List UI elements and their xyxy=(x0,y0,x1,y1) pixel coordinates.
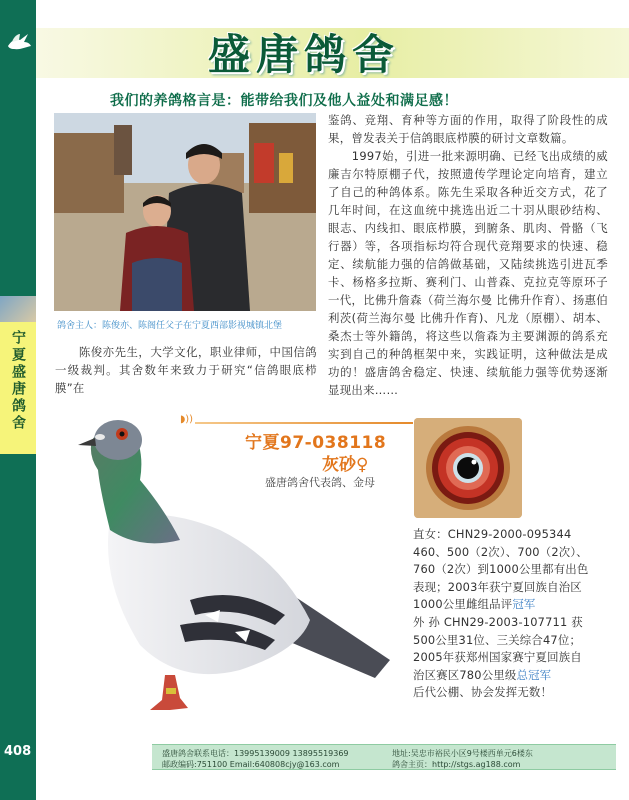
pedigree-line: 表现；2003年获宁夏回族自治区 xyxy=(413,579,582,594)
signal-icon: ◗)) xyxy=(180,414,194,425)
pedigree-line: 1000公里雌组品评冠军 xyxy=(413,597,536,612)
owner-photo xyxy=(54,113,316,311)
pedigree-line: 2005年获郑州国家赛宁夏回族自 xyxy=(413,650,582,665)
photo-caption: 鸽舍主人：陈俊亦、陈阁任父子在宁夏西部影视城镇北堡 xyxy=(57,321,283,331)
pigeon-illustration xyxy=(70,410,410,730)
pedigree-line: 治区赛区780公里级总冠军 xyxy=(413,667,552,682)
article-paragraph: 陈俊亦先生，大学文化，职业律师，中国信鸽一级裁判。其舍数年来致力于研究“信鸽眼底栉膜”在 xyxy=(55,345,317,395)
pigeon-ring-number: 宁夏97-038118 xyxy=(245,433,387,453)
pedigree-text xyxy=(413,526,613,702)
pedigree-line: 直女：CHN29-2000-095344 xyxy=(413,527,572,541)
pedigree-line: 760（2次）到1000公里都有出色 xyxy=(413,562,589,577)
article-paragraph: 鉴鸽、竞翔、育种等方面的作用，取得了阶段性的成果，曾发表关于信鸽眼底栉膜的研讨文章数篇。 xyxy=(328,113,608,145)
pigeon-eye-photo xyxy=(414,418,522,518)
dove-icon xyxy=(6,32,32,54)
left-sidebar xyxy=(0,0,36,800)
article-right-column xyxy=(328,111,608,399)
pedigree-line: 460、500（2次）、700（2次）、 xyxy=(413,544,588,559)
pedigree-line: 外 孙 CHN29-2003-107711 获 xyxy=(413,614,583,629)
sidebar-thumbnail xyxy=(0,296,36,322)
eye-icon xyxy=(414,418,522,518)
contact-footer xyxy=(152,744,616,770)
footer-address: 地址:吴忠市裕民小区9号楼西单元6楼东 xyxy=(392,749,533,758)
footer-phone: 盛唐鸽舍联系电话：13995139009 13895519369 xyxy=(162,749,349,758)
award-highlight: 冠军 xyxy=(512,597,536,612)
footer-postcode-email[interactable]: 邮政编码:751100 Email:640808cjy@163.com xyxy=(162,760,340,769)
page-number: 408 xyxy=(4,744,32,759)
article-left-column xyxy=(55,343,317,397)
owner-photo-illustration xyxy=(54,113,316,311)
page-title: 盛唐鸽舍 xyxy=(208,30,401,79)
sidebar-section-label xyxy=(0,296,36,454)
pigeon-description: 盛唐鸽舍代表鸽、金母 xyxy=(265,476,375,489)
award-highlight: 总冠军 xyxy=(516,667,552,682)
pigeon-color-sex: 灰砂♀ xyxy=(322,455,369,475)
pedigree-line: 500公里31位、三关综合47位； xyxy=(413,632,582,647)
page-subtitle: 我们的养鸽格言是：能带给我们及他人益处和满足感！ xyxy=(110,93,458,109)
footer-website-link[interactable]: 鸽舍主页：http://stgs.ag188.com xyxy=(392,760,521,769)
pedigree-line: 后代公棚、协会发挥无数！ xyxy=(413,685,553,700)
sidebar-vertical-text: 宁夏盛唐鸽舍 xyxy=(10,330,26,432)
article-paragraph: 1997始，引进一批来源明确、已经飞出成绩的威廉吉尔特原棚子代，按照遗传学理论定向培育，建立了自己的种鸽体系。陈先生采取各种近交方式，花了几年时间，在这血统中挑选出近二十羽从眼砂结构、眼志、内线扣、眼底栉膜，到腑条、肌肉、骨骼（飞行器）等，各项指标均符合现代竞翔要求的快速、稳定、续航能力强的信鸽做基础，又陆续挑选引进瓦季卡、杨格多拉斯、赛利门、山普森、克拉克等原环子一代，比佛升詹森（荷兰海尔曼 比佛升作育）、扬惠伯利茨(荷兰海尔曼 比佛升作育)、凡龙（原棚）、胡本、桑杰士等外籍鸽，将这些以詹森为主要渊源的鸽系充实到自己的种鸽框架中来，实践证明，这种做法是成功的！盛唐鸽舍稳定、快速、续航能力强等优势逐渐显现出来…… xyxy=(328,149,608,397)
